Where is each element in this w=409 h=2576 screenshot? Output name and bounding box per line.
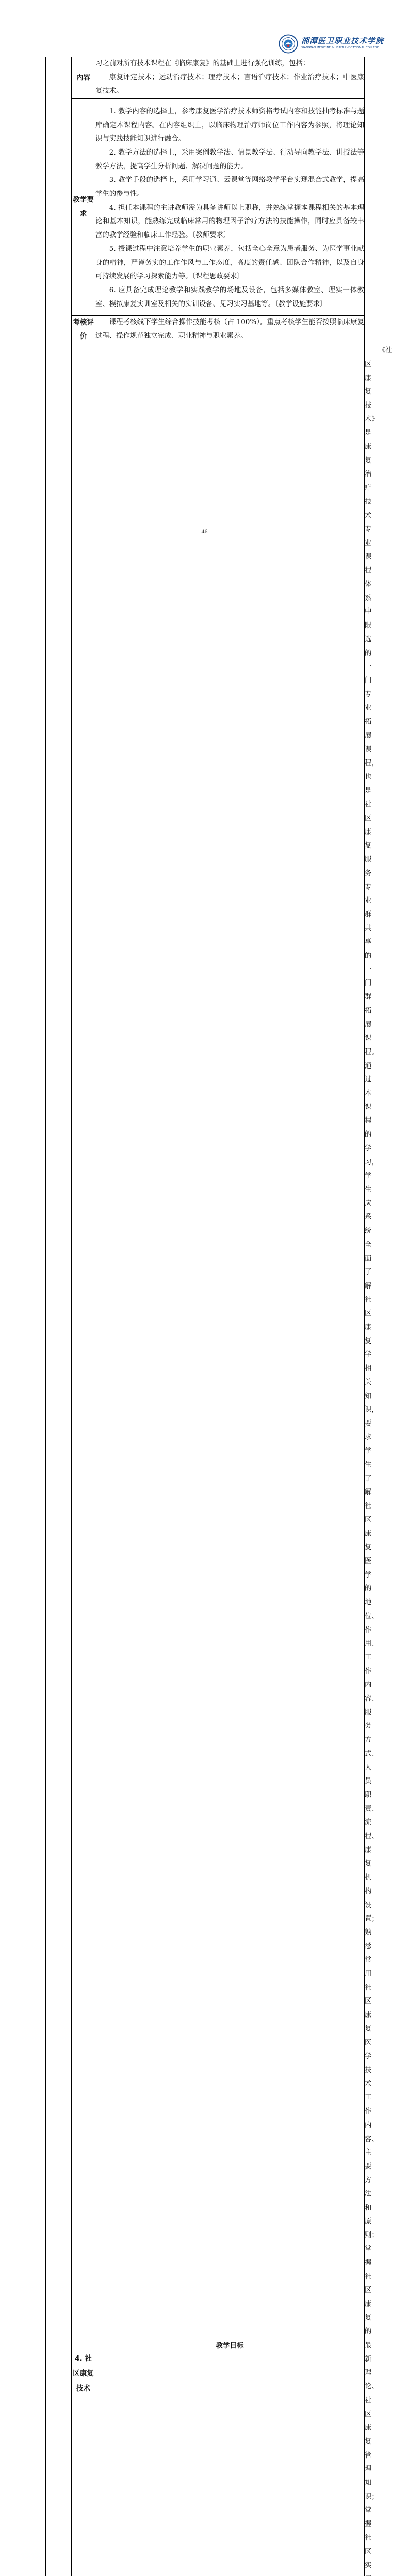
college-name-en: XIANGTAN MEDICINE & HEALTH VOCATIONAL COLLEGE xyxy=(301,46,379,49)
table-row-teaching-requirements xyxy=(46,99,365,316)
teaching-requirements-cell xyxy=(95,99,365,316)
content-line: 习之前对所有技术课程在《临床康复》的基础上进行强化训练，包括： xyxy=(95,57,364,71)
row-label: 内容 xyxy=(72,57,95,99)
table-row-content xyxy=(46,57,365,99)
requirement-paragraph: 6. 应具备完成理论教学和实践教学的场地及设备，包括多媒体教室、理实一体教室、模拟康复实训室及相关的实训设备、见习实习基地等。〔教学设施要求〕 xyxy=(95,284,364,311)
row-label: 教学目标 xyxy=(95,344,365,2576)
table-row-objectives: 4. 社区康复技术 教学目标 《社区康复技术》是康复治疗技术专业课程体系中限选的一门专业拓展课程，也是社区康复服务专业群共享的一门群拓展课程。通过本课程的学习，学生应系统全面了解社区康复学相关知识，要求学生了解社区康复医学的地位、作用、工作内容、服务方式、人员职责、流程、康复机构设置；熟悉常用社区康复医学技术工作内容、主要方法和原则；掌握社区康复的最新理论、社区康复管理知识；掌握社区实 xyxy=(46,344,365,2576)
assessment-text: 课程考核线下学生综合操作技能考核（占 100%）。重点考核学生能否按照临床康复过程、操作规范独立完成、职业精神与职业素养。 xyxy=(95,316,364,343)
requirement-paragraph: 5. 授课过程中注意培养学生的职业素养，包括全心全意为患者服务、为医学事业献身的精神，严谨务实的工作作风与工作态度，高度的责任感、团队合作精神，以及自身可持续发展的学习探索能力等。〔课程思政要求〕 xyxy=(95,243,364,284)
requirement-paragraph: 3. 教学手段的选择上，采用学习通、云课堂等网络教学平台实现混合式教学，提高学生的参与性。 xyxy=(95,174,364,201)
content-line: 康复评定技术；运动治疗技术；理疗技术；言语治疗技术；作业治疗技术；中医康复技术。 xyxy=(95,71,364,98)
table-row-assessment xyxy=(46,316,365,344)
row-label: 教学要求 xyxy=(72,99,95,316)
course-title-cell: 4. 社区康复技术 xyxy=(72,344,95,2576)
college-name-cn: 湘潭医卫职业技术学院 xyxy=(301,35,384,46)
row-content-cell xyxy=(95,57,365,99)
assessment-cell xyxy=(95,316,365,344)
requirement-paragraph: 2. 教学方法的选择上，采用案例教学法、情景教学法、行动导向教学法、讲授法等教学方法，提高学生分析问题、解决问题的能力。 xyxy=(95,146,364,174)
row-label: 考核评价 xyxy=(72,316,95,344)
course-title-cell-prev xyxy=(46,57,72,2576)
requirement-paragraph: 4. 担任本课程的主讲教师需为具备讲师以上职称，并熟练掌握本课程相关的基本理论和基本知识，能熟练完成临床常用的物理因子治疗方法的技能操作，同时应具备较丰富的教学经验和临床工作经验。〔教师要求〕 xyxy=(95,201,364,243)
college-seal-icon xyxy=(279,34,298,54)
page-number: 46 xyxy=(0,528,409,535)
requirement-paragraph: 1. 教学内容的选择上，参考康复医学治疗技术师资格考试内容和技能抽考标准与题库确定本课程内容。在内容组织上，以临床物理治疗师岗位工作内容为参照，将理论知识与实践技能知识进行融合。 xyxy=(95,105,364,146)
college-logo xyxy=(279,34,371,57)
course-table xyxy=(45,57,365,2576)
